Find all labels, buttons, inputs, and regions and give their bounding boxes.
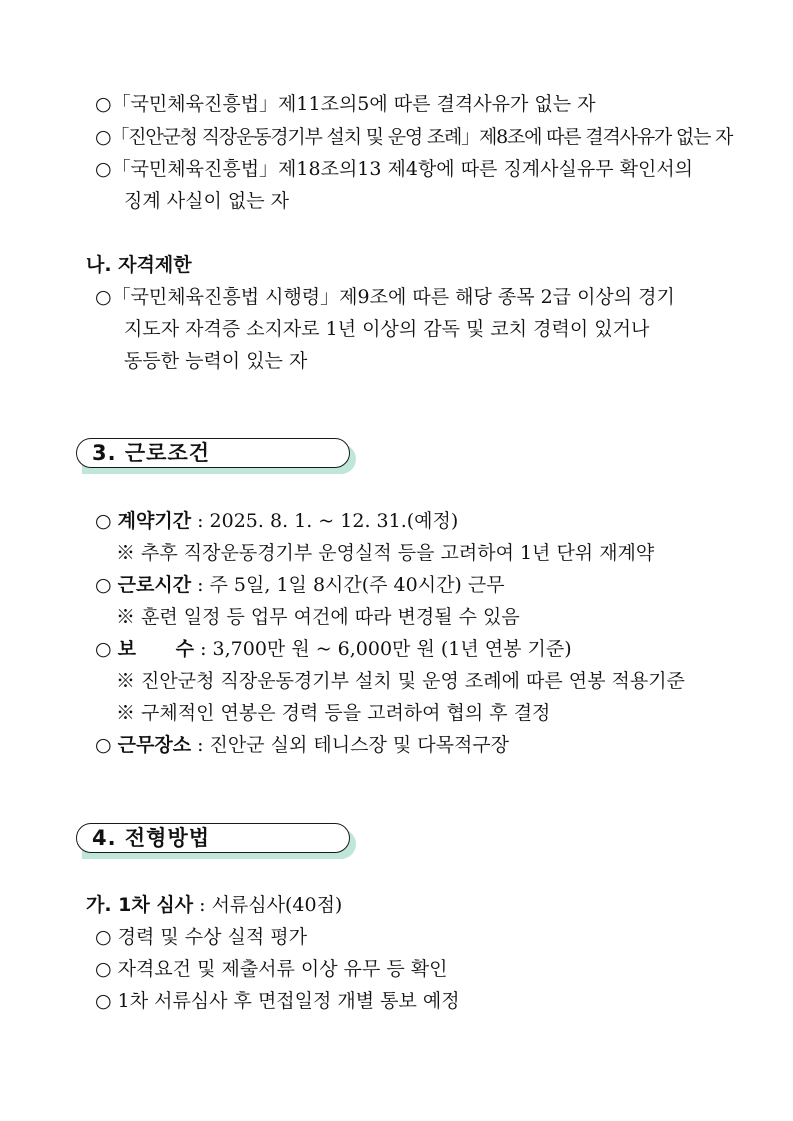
work-hours-label: 근로시간 bbox=[117, 574, 192, 596]
bullet: ○ bbox=[95, 734, 112, 756]
qualification-item-continued: 징계 사실이 없는 자 bbox=[124, 190, 289, 212]
stage1-label: 가. 1차 심사 bbox=[86, 894, 194, 916]
contract-note: ※ 추후 직장운동경기부 운영실적 등을 고려하여 1년 단위 재계약 bbox=[116, 542, 655, 564]
pay bbox=[95, 637, 572, 661]
stage1-item: ○ 1차 서류심사 후 면접일정 개별 통보 예정 bbox=[95, 990, 460, 1012]
work-hours-note: ※ 훈련 일정 등 업무 여건에 따라 변경될 수 있음 bbox=[116, 606, 520, 628]
section-3-header bbox=[76, 438, 358, 474]
pay-label: 보 수 bbox=[117, 638, 195, 660]
section-4-title: 4. 전형방법 bbox=[92, 826, 211, 850]
restriction-item-continued: 동등한 능력이 있는 자 bbox=[124, 350, 308, 372]
bullet: ○ bbox=[95, 574, 112, 596]
bullet: ○ bbox=[95, 638, 112, 660]
qualification-item: ○「국민체육진흥법」제18조의13 제4항에 따른 징계사실유무 확인서의 bbox=[95, 158, 694, 180]
pay-note: ※ 진안군청 직장운동경기부 설치 및 운영 조례에 따른 연봉 적용기준 bbox=[116, 670, 685, 692]
contract-period-value: : 2025. 8. 1. ~ 12. 31.(예정) bbox=[191, 510, 459, 532]
work-place-value: : 진안군 실외 테니스장 및 다목적구장 bbox=[191, 734, 510, 756]
work-hours-value: : 주 5일, 1일 8시간(주 40시간) 근무 bbox=[191, 574, 505, 596]
pay-note: ※ 구체적인 연봉은 경력 등을 고려하여 협의 후 결정 bbox=[116, 702, 551, 724]
pay-value: : 3,700만 원 ~ 6,000만 원 (1년 연봉 기준) bbox=[194, 638, 572, 660]
work-hours bbox=[95, 573, 505, 597]
contract-period-label: 계약기간 bbox=[117, 510, 192, 532]
section-3-title: 3. 근로조건 bbox=[92, 441, 211, 465]
stage1-item: ○ 자격요건 및 제출서류 이상 유무 등 확인 bbox=[95, 958, 448, 980]
section-4-header bbox=[76, 823, 358, 859]
stage1-value: : 서류심사(40점) bbox=[193, 894, 343, 916]
qualification-item: ○「국민체육진흥법」제11조의5에 따른 결격사유가 없는 자 bbox=[95, 93, 596, 115]
restriction-heading: 나. 자격제한 bbox=[86, 254, 192, 276]
stage1 bbox=[86, 893, 342, 917]
restriction-item-continued: 지도자 자격증 소지자로 1년 이상의 감독 및 코치 경력이 있거나 bbox=[124, 318, 650, 340]
restriction-item: ○「국민체육진흥법 시행령」제9조에 따른 해당 종목 2급 이상의 경기 bbox=[95, 286, 675, 308]
stage1-item: ○ 경력 및 수상 실적 평가 bbox=[95, 926, 307, 948]
work-place-label: 근무장소 bbox=[117, 734, 192, 756]
contract-period bbox=[95, 509, 458, 533]
work-place bbox=[95, 733, 509, 757]
bullet: ○ bbox=[95, 510, 112, 532]
qualification-item: ○「진안군청 직장운동경기부 설치 및 운영 조례」제8조에 따른 결격사유가 없는 자 bbox=[95, 126, 733, 148]
